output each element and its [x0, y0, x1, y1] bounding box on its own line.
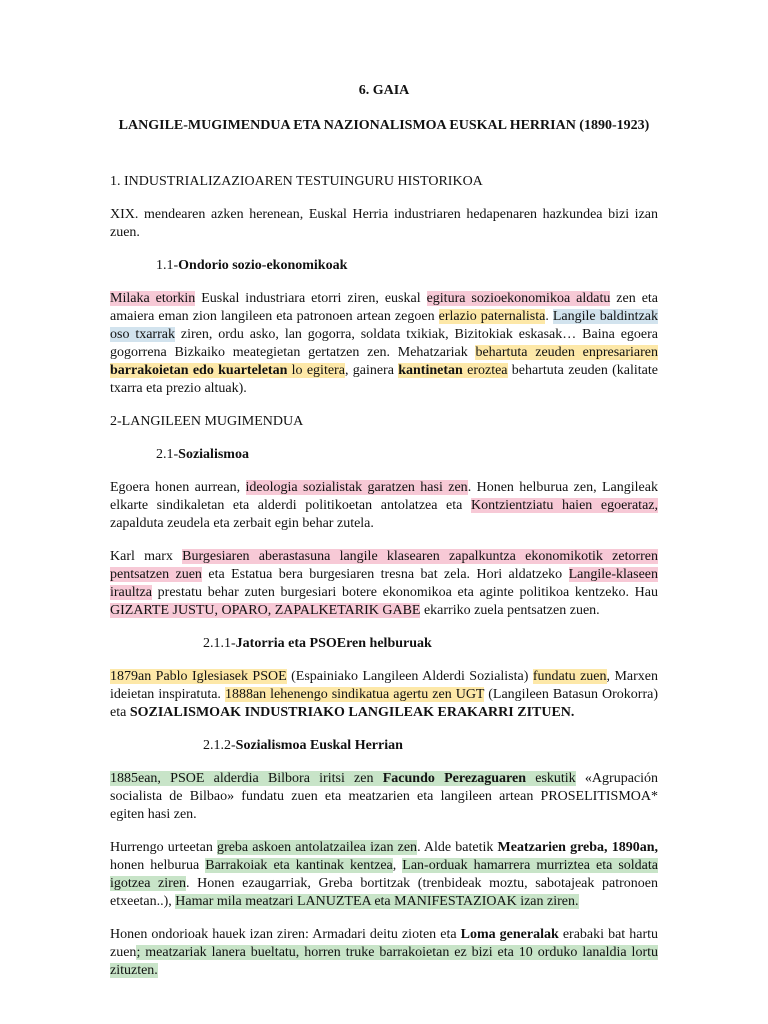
text-run: .	[545, 309, 553, 324]
text-run: . Honen helburua zen, Langileak elkarte sindikaletan eta alderdi politikoetan antolatzea eta	[110, 480, 658, 513]
subheading-title: Sozialismoa Euskal Herrian	[235, 738, 403, 753]
subheading-number: 1.1-	[156, 258, 179, 273]
doc-subtitle: LANGILE-MUGIMENDUA ETA NAZIONALISMOA EUSKAL HERRIAN (1890-1923)	[118, 118, 650, 133]
highlight-yellow-bold: barrakoietan edo kuarteletan	[110, 363, 288, 378]
text-run: honen helburua	[110, 858, 206, 873]
paragraph-consequences	[110, 926, 658, 980]
paragraph-situation	[110, 479, 658, 533]
paragraph-socioeconomic	[110, 290, 658, 398]
document-page	[110, 82, 658, 980]
highlight-yellow: lo egitera	[287, 363, 345, 378]
paragraph-bilbao	[110, 770, 658, 824]
subheading-number: 2.1.2-	[203, 738, 236, 753]
highlight-yellow-bold: kantinetan	[398, 363, 463, 378]
subheading-number: 2.1.1-	[203, 636, 236, 651]
text-run: ziren, ordu asko, lan gogorra, soldata txikiak, Bizitokiak eskasak… Baina egoera gogorrena Bizkaiko meategietan gertatzen zen. Mehatzariak	[110, 327, 658, 360]
subheading-number: 2.1-	[156, 447, 179, 462]
text-run: (Espainiako Langileen Alderdi Sozialista)	[286, 669, 533, 684]
highlight-green-bold: Facundo Perezaguaren	[382, 771, 526, 786]
subheading-2-1-1	[110, 635, 658, 653]
text-run: Euskal industriara etorri ziren, euskal	[195, 291, 427, 306]
highlight-yellow: erlazio paternalista	[438, 309, 546, 324]
text-run: , gainera	[344, 363, 399, 378]
highlight-yellow: 1888an lehenengo sindikatua agertu zen UGT	[224, 687, 485, 702]
highlight-green: Barrakoiak eta kantinak kentzea	[205, 858, 393, 873]
text-run: . Honen ezaugarriak, Greba bortitzak (trenbideak moztu, sabotajeak patronoen etxeetan..),	[110, 876, 658, 909]
highlight-pink: Milaka etorkin	[110, 291, 196, 306]
paragraph-intro: XIX. mendearen azken herenean, Euskal Herria industriaren hedapenaren hazkundea bizi izan zuen.	[110, 207, 658, 240]
highlight-pink: Langile-klaseen iraultza	[110, 567, 659, 600]
text-run: . Alde batetik	[417, 840, 498, 855]
highlight-pink: GIZARTE JUSTU, OPARO, ZAPALKETARIK GABE	[110, 603, 421, 618]
paragraph-marx	[110, 548, 658, 620]
highlight-green: Hamar mila meatzari LANUZTEA eta MANIFESTAZIOAK izan ziren.	[175, 894, 579, 909]
text-run: erabaki bat hartu zuen	[110, 927, 659, 960]
text-run: , Marxen ideietan inspiratuta.	[110, 669, 659, 702]
subheading-2-1	[110, 446, 658, 464]
highlight-green: ; meatzariak lanera bueltatu, horren truke barrakoietan ez bizi eta 10 orduko lanaldia lortu zituzten.	[110, 945, 658, 978]
highlight-green: eskutik	[526, 771, 576, 786]
section-heading-2: 2-LANGILEEN MUGIMENDUA	[110, 414, 304, 429]
text-run: behartuta zeuden (kalitate txarra eta prezio altuak).	[110, 363, 658, 396]
text-run: Honen ondorioak hauek izan ziren: Armadari deitu zioten eta	[110, 927, 461, 942]
subheading-2-1-2	[110, 737, 658, 755]
highlight-pink: Burgesiaren aberastasuna langile klasearen zapalkuntza ekonomikotik zetorren pentsatzen zuen	[110, 549, 658, 582]
bold-text: Meatzarien greba, 1890an,	[497, 840, 658, 855]
highlight-green: 1885ean, PSOE alderdia Bilbora iritsi zen	[110, 771, 383, 786]
paragraph-psoe	[110, 668, 658, 722]
text-run: Karl marx	[110, 549, 183, 564]
text-run: zapalduta zeudela eta zerbait egin behar zutela.	[110, 516, 374, 531]
text-run: eta Estatua bera burgesiaren tresna bat zela. Hori aldatzeko	[201, 567, 569, 582]
text-run: zen eta amaiera eman zion langileen eta patronoen artean zegoen	[110, 291, 659, 324]
highlight-pink: ideologia sozialistak garatzen hasi zen	[245, 480, 468, 495]
text-run: ,	[392, 858, 403, 873]
text-run: (Langileen Batasun Orokorra) eta	[110, 687, 658, 720]
highlight-blue: Langile baldintzak oso txarrak	[110, 309, 659, 342]
highlight-pink: Kontzientziatu haien egoerataz,	[470, 498, 658, 513]
text-run: Egoera honen aurrean,	[110, 480, 246, 495]
doc-title: 6. GAIA	[358, 83, 410, 98]
highlight-yellow: fundatu zuen	[532, 669, 607, 684]
subheading-1-1	[110, 257, 658, 275]
subheading-title: Sozialismoa	[178, 447, 249, 462]
highlight-green: greba askoen antolatzailea izan zen	[217, 840, 418, 855]
text-run: Hurrengo urteetan	[110, 840, 218, 855]
paragraph-strikes	[110, 839, 658, 911]
subheading-title: Jatorria eta PSOEren helburuak	[235, 636, 432, 651]
highlight-yellow: eroztea	[462, 363, 508, 378]
text-run: «Agrupación socialista de Bilbao» fundatu zuen eta meatzarien eta langileen artean PROSELITISMOA* egiten hasi zen.	[110, 771, 659, 822]
subheading-title: Ondorio sozio-ekonomikoak	[178, 258, 348, 273]
bold-text: SOZIALISMOAK INDUSTRIAKO LANGILEAK ERAKARRI ZITUEN.	[129, 705, 575, 720]
highlight-green: Lan-orduak hamarrera murriztea eta soldata igotzea ziren	[110, 858, 658, 891]
highlight-yellow: behartuta zeuden enpresariaren	[475, 345, 658, 360]
text-run: ekarriko zuela pentsatzen zuen.	[420, 603, 600, 618]
text-run: prestatu behar zuten burgesiari botere ekonomikoa eta aginte politikoa kentzeko. Hau	[151, 585, 658, 600]
highlight-yellow: 1879an Pablo Iglesiasek PSOE	[110, 669, 287, 684]
bold-text: Loma generalak	[460, 927, 559, 942]
highlight-pink: egitura sozioekonomikoa aldatu	[426, 291, 611, 306]
section-heading-1: 1. INDUSTRIALIZAZIOAREN TESTUINGURU HISTORIKOA	[110, 174, 483, 189]
